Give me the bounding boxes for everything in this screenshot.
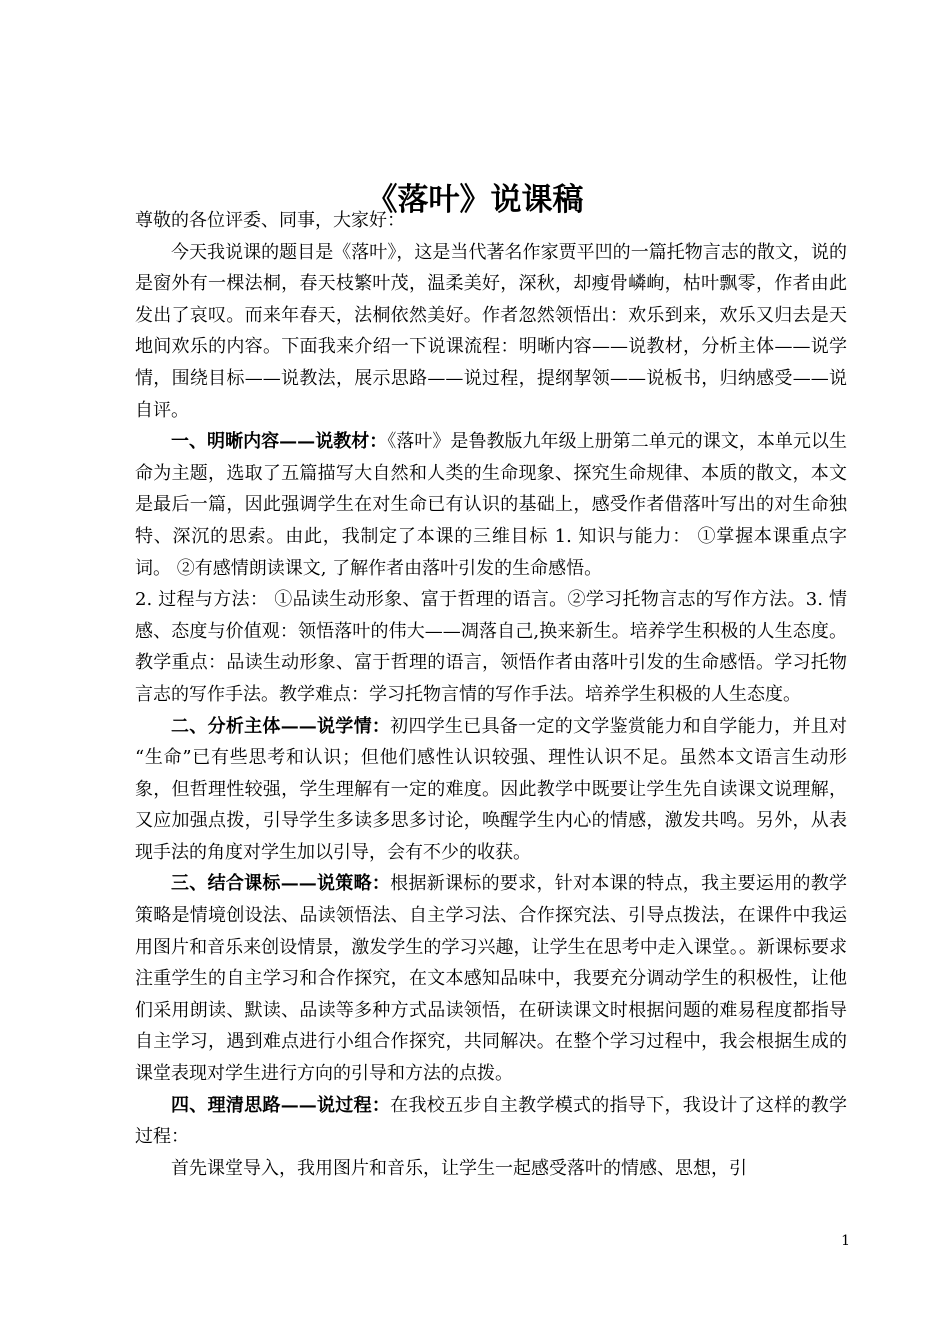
paragraph-text: 尊敬的各位评委、同事，大家好： — [135, 210, 405, 231]
greeting-paragraph — [135, 205, 847, 237]
section-students-paragraph — [135, 711, 847, 869]
paragraph-text: 2. 过程与方法： ①品读生动形象、富于哲理的语言。②学习托物言志的写作方法。3. 情感、态度与价值观：领悟落叶的伟大——凋落自己,换来新生。培养学生积极的人生态度。教学重点：品读生动形象、富于哲理的语言，领悟作者由落叶引发的生命感悟。学习托物言志的写作手法。教学难点：学习托物言情的写作手法。培养学生积极的人生态度。 — [135, 589, 847, 705]
document-body — [135, 205, 847, 1184]
page-number: 1 — [841, 1233, 850, 1249]
paragraph-text: 今天我说课的题目是《落叶》，这是当代著名作家贾平凹的一篇托物言志的散文，说的是窗外有一棵法桐，春天枝繁叶茂，温柔美好，深秋，却瘦骨嶙峋，枯叶飘零，作者由此发出了哀叹。而来年春天，法桐依然美好。作者忽然领悟出：欢乐到来，欢乐又归去是天地间欢乐的内容。下面我来介绍一下说课流程：明晰内容——说教材，分析主体——说学情，围绕目标——说教法，展示思路——说过程，提纲挈领——说板书，归纳感受——说自评。 — [135, 241, 847, 421]
section-heading: 三、结合课标——说策略： — [171, 873, 391, 895]
document-title: 《落叶》说课稿 — [366, 181, 584, 218]
paragraph-text: 根据新课标的要求，针对本课的特点，我主要运用的教学策略是情境创设法、品读领悟法、自主学习法、合作探究法、引导点拨法，在课件中我运用图片和音乐来创设情景，激发学生的学习兴趣，让学生在思考中走入课堂。。新课标要求注重学生的自主学习和合作探究，在文本感知品味中，我要充分调动学生的积极性，让他们采用朗读、默读、品读等多种方式品读领悟，在研读课文时根据问题的难易程度都指导自主学习，遇到难点进行小组合作探究，共同解决。在整个学习过程中，我会根据生成的课堂表现对学生进行方向的引导和方法的点拨。 — [135, 873, 848, 1085]
section-heading: 一、明晰内容——说教材： — [171, 431, 388, 453]
objectives-paragraph — [135, 584, 847, 710]
section-textbook-paragraph — [135, 426, 847, 584]
paragraph-text: 初四学生已具备一定的文学鉴赏能力和自学能力，并且对 “生命”已有些思考和认识；但他们感性认识较强、理性认识不足。虽然本文语言生动形象，但哲理性较强，学生理解有一定的难度。因此教学中既要让学生先自读课文说理解，又应加强点拨，引导学生多读多思多讨论，唤醒学生内心的情感，激发共鸣。另外，从表现手法的角度对学生加以引导，会有不少的收获。 — [135, 715, 848, 863]
section-heading: 二、分析主体——说学情： — [171, 715, 391, 737]
introduction-paragraph — [135, 237, 847, 427]
paragraph-text: 首先课堂导入，我用图片和音乐，让学生一起感受落叶的情感、思想，引 — [171, 1157, 747, 1179]
section-strategy-paragraph — [135, 868, 847, 1089]
section-heading: 四、理清思路——说过程： — [171, 1094, 391, 1116]
section-process-paragraph — [135, 1090, 847, 1153]
process-intro-paragraph — [135, 1153, 847, 1185]
paragraph-text: 在我校五步自主教学模式的指导下，我设计了这样的教学过程： — [135, 1094, 848, 1148]
paragraph-text: 《落叶》是鲁教版九年级上册第二单元的课文，本单元以生命为主题，选取了五篇描写大自然和人类的生命现象、探究生命规律、本质的散文，本文是最后一篇，因此强调学生在对生命已有认识的基础上，感受作者借落叶写出的对生命独特、深沉的思索。由此，我制定了本课的三维目标 1. 知识与能力： ①掌握本课重点字词。 ②有感情朗读课文, 了解作者由落叶引发的生命感悟。 — [135, 431, 848, 579]
